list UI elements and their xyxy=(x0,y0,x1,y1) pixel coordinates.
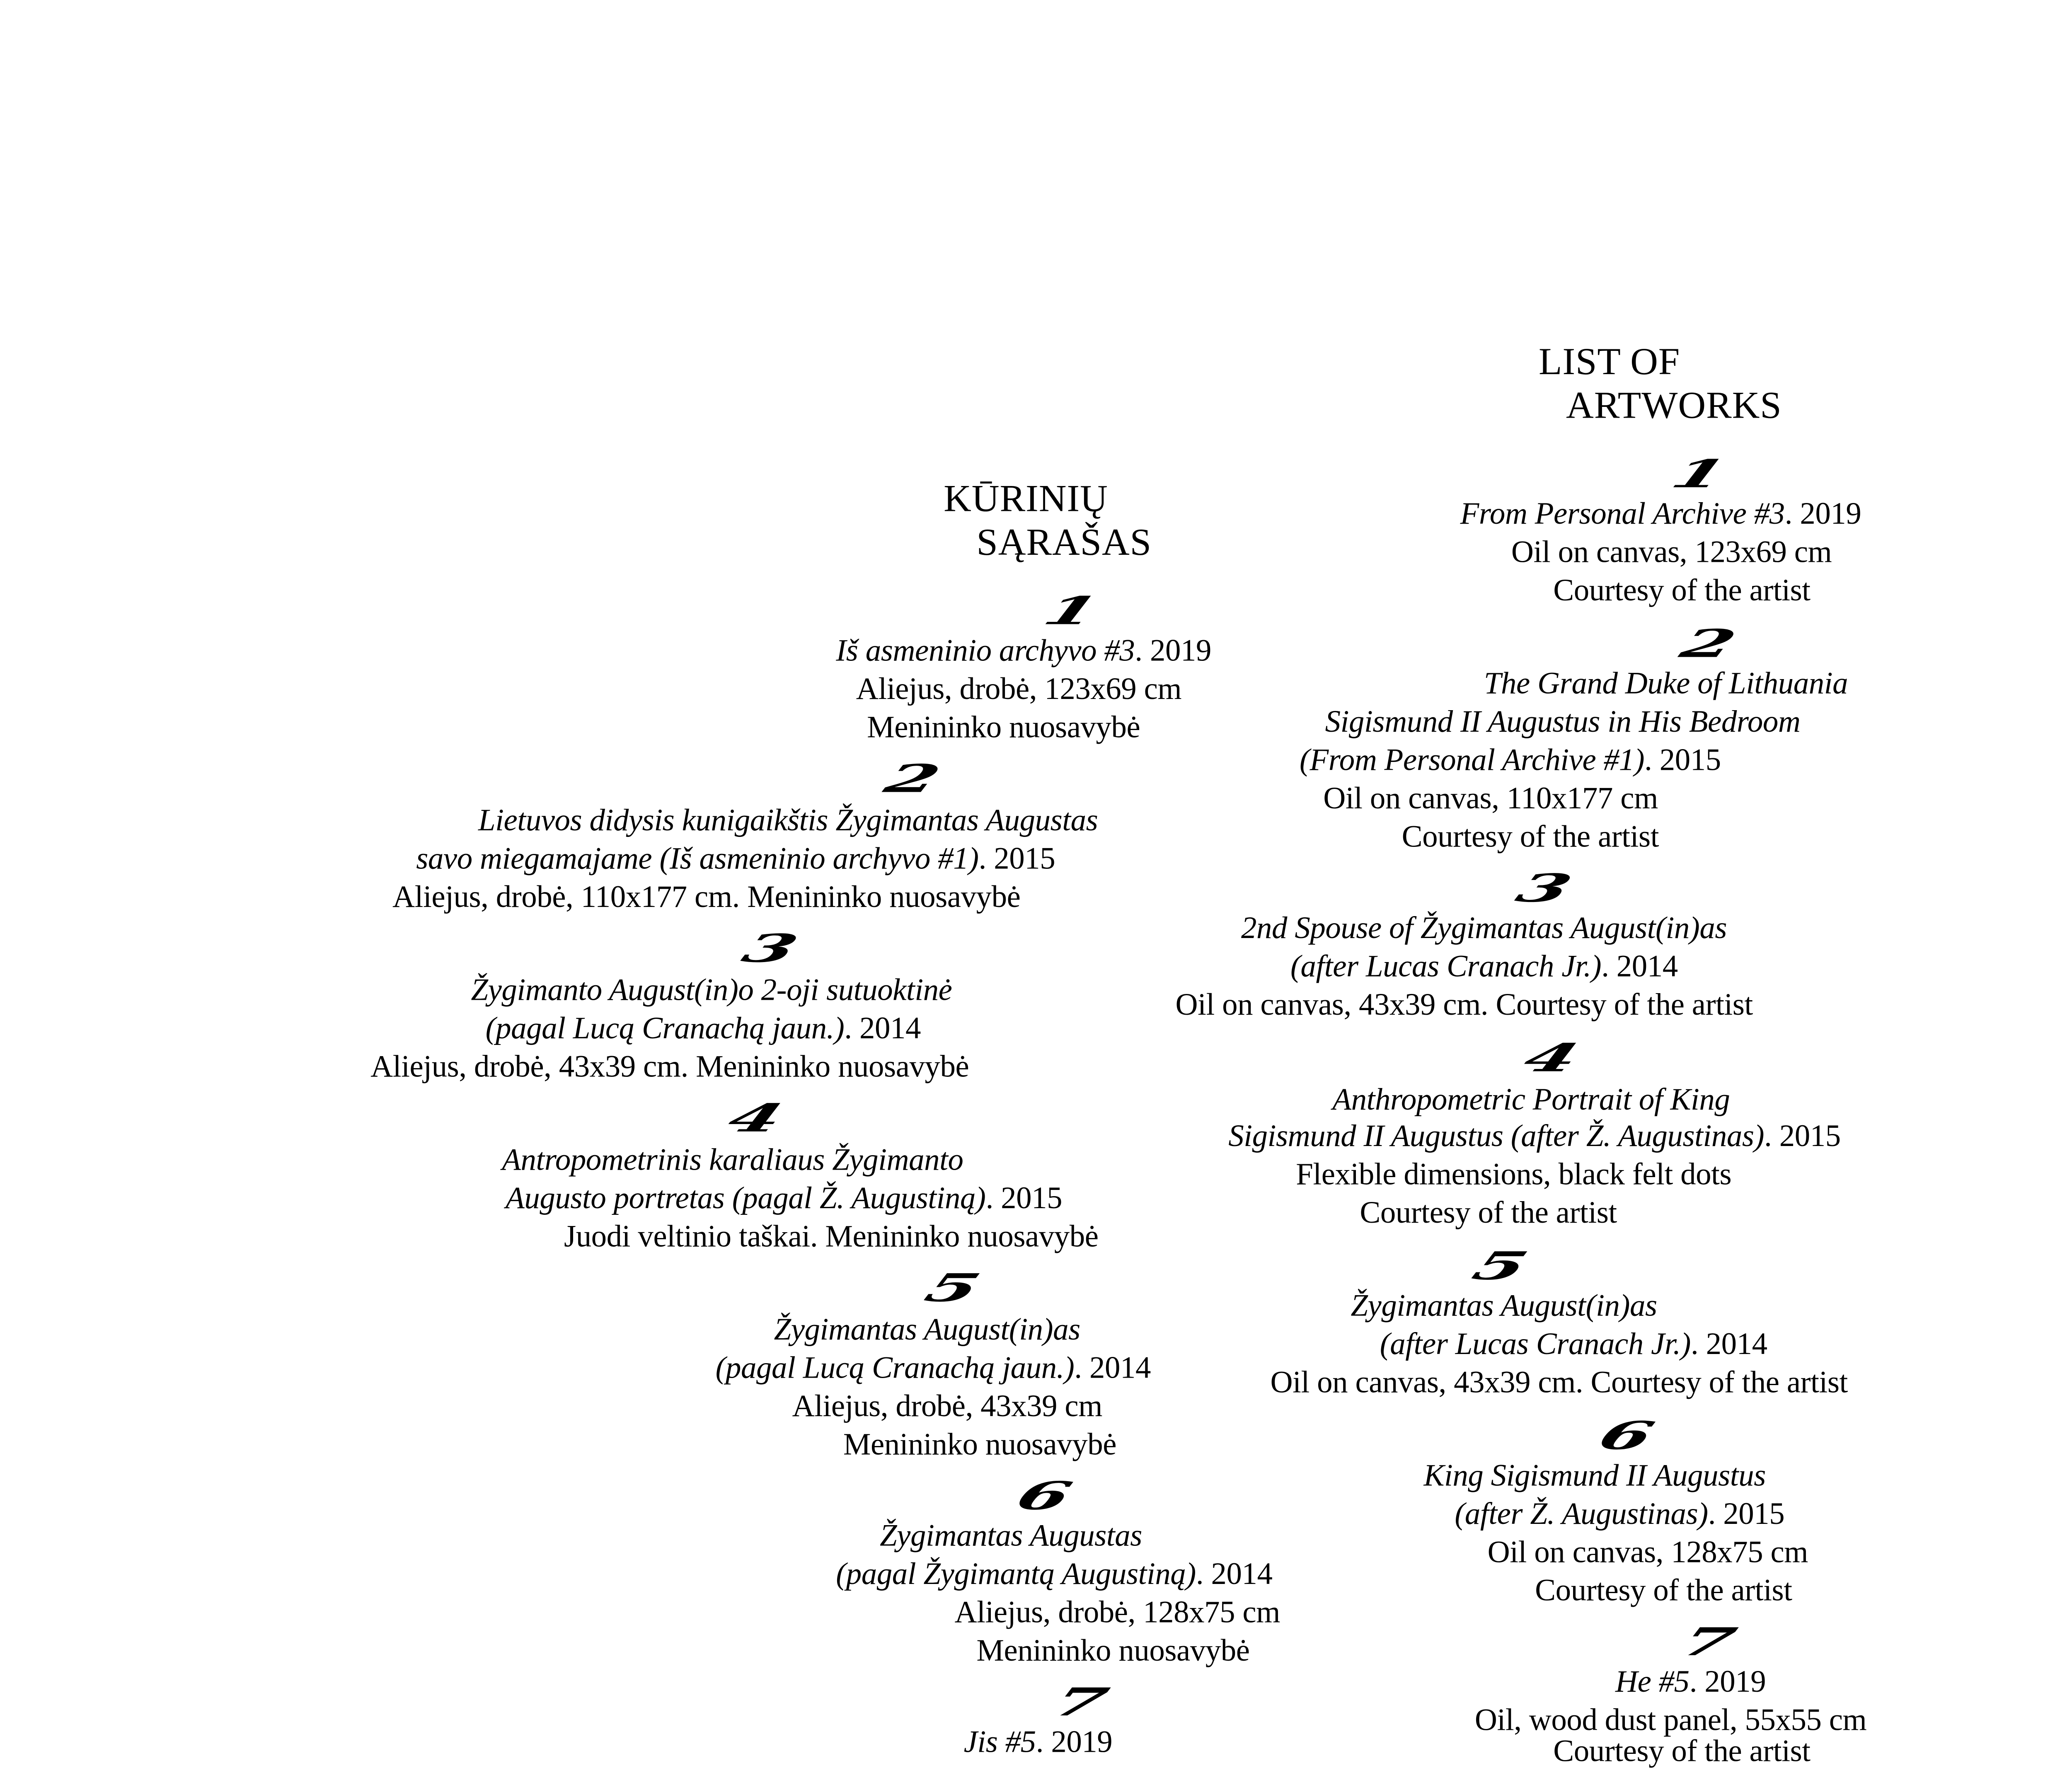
lt-item-5-medium: Aliejus, drobė, 43x39 cm xyxy=(792,1388,1103,1424)
lt-item-3-medium-credit: Aliejus, drobė, 43x39 cm. Menininko nuosavybė xyxy=(370,1049,969,1084)
lt-item-4-medium-credit: Juodi veltinio taškai. Menininko nuosavybė xyxy=(564,1219,1099,1254)
en-item-number-4: 4 xyxy=(1517,1035,1586,1081)
en-item-6-medium: Oil on canvas, 128x75 cm xyxy=(1487,1535,1808,1569)
en-item-5-title-1: Žygimantas August(in)as xyxy=(1351,1288,1657,1323)
en-item-number-3: 3 xyxy=(1510,865,1579,911)
en-item-4-title-line xyxy=(1228,1117,1841,1155)
lt-item-7-title-line xyxy=(964,1723,1113,1761)
lt-item-number-5: 5 xyxy=(918,1265,988,1311)
lt-item-3-year: . 2014 xyxy=(844,1011,921,1046)
lt-item-number-6: 6 xyxy=(1009,1473,1079,1519)
en-item-3-medium-credit: Oil on canvas, 43x39 cm. Courtesy of the artist xyxy=(1175,987,1753,1022)
en-item-7-medium: Oil, wood dust panel, 55x55 cm xyxy=(1474,1702,1867,1738)
lt-item-number-3: 3 xyxy=(736,925,805,971)
lt-item-1-medium: Aliejus, drobė, 123x69 cm xyxy=(856,671,1182,706)
en-item-6-title-1: King Sigismund II Augustus xyxy=(1423,1458,1766,1493)
lt-item-6-title-1: Žygimantas Augustas xyxy=(879,1518,1143,1553)
en-item-number-1: 1 xyxy=(1665,450,1734,497)
lt-item-5-title-2: (pagal Lucą Cranachą jaun.) xyxy=(715,1350,1075,1386)
lt-item-7-year: . 2019 xyxy=(1036,1724,1113,1759)
en-item-1-medium: Oil on canvas, 123x69 cm xyxy=(1511,534,1832,570)
en-item-2-title-line xyxy=(1300,741,1721,779)
lt-item-3-title-2: (pagal Lucą Cranachą jaun.) xyxy=(485,1011,845,1046)
lt-item-2-title-2: savo miegamajame (Iš asmeninio archyvo #1) xyxy=(416,841,979,876)
lt-item-4-title-line xyxy=(506,1179,1062,1217)
lt-item-6-title-2: (pagal Žygimantą Augustiną) xyxy=(836,1557,1196,1591)
en-item-2-year: . 2015 xyxy=(1644,742,1721,778)
lt-item-5-title-1: Žygimantas August(in)as xyxy=(774,1312,1080,1347)
en-item-5-medium-credit: Oil on canvas, 43x39 cm. Courtesy of the artist xyxy=(1270,1365,1848,1400)
en-item-5-title-2: (after Lucas Cranach Jr.) xyxy=(1380,1327,1691,1361)
en-item-6-credit: Courtesy of the artist xyxy=(1535,1573,1792,1608)
en-heading-line-1: LIST OF xyxy=(1538,339,1680,383)
en-item-7-title-line xyxy=(1615,1662,1766,1700)
en-item-3-title-2: (after Lucas Cranach Jr.) xyxy=(1290,949,1602,984)
en-item-number-7: 7 xyxy=(1674,1618,1743,1664)
en-item-2-credit: Courtesy of the artist xyxy=(1402,819,1659,854)
en-item-5-title-line xyxy=(1380,1325,1767,1363)
en-item-1-title-line xyxy=(1460,495,1861,533)
en-item-3-title-line xyxy=(1290,947,1678,985)
en-item-4-credit: Courtesy of the artist xyxy=(1360,1195,1617,1230)
lt-item-6-medium: Aliejus, drobė, 128x75 cm xyxy=(954,1595,1280,1630)
en-item-3-title-1: 2nd Spouse of Žygimantas August(in)as xyxy=(1241,910,1727,945)
en-item-2-title-3: (From Personal Archive #1) xyxy=(1300,742,1645,778)
en-heading-line-2: ARTWORKS xyxy=(1566,383,1782,427)
lt-item-5-credit: Menininko nuosavybė xyxy=(843,1427,1117,1462)
lt-item-number-2: 2 xyxy=(878,755,948,801)
lt-item-4-year: . 2015 xyxy=(985,1180,1063,1216)
lt-item-6-credit: Menininko nuosavybė xyxy=(976,1633,1250,1668)
en-item-4-title-2: Sigismund II Augustus (after Ž. Augustinas) xyxy=(1228,1118,1765,1153)
lt-item-5-year: . 2014 xyxy=(1074,1350,1151,1386)
lt-item-1-title: Iš asmeninio archyvo #3 xyxy=(836,633,1135,668)
en-item-2-title-2: Sigismund II Augustus in His Bedroom xyxy=(1325,704,1801,739)
lt-item-1-year: . 2019 xyxy=(1135,633,1212,668)
en-item-2-medium: Oil on canvas, 110x177 cm xyxy=(1323,781,1658,816)
en-item-7-credit: Courtesy of the artist xyxy=(1553,1734,1811,1768)
lt-heading-line-1: KŪRINIŲ xyxy=(944,476,1108,520)
lt-item-2-medium-credit: Aliejus, drobė, 110x177 cm. Menininko nuosavybė xyxy=(392,879,1021,914)
en-item-6-title-line xyxy=(1455,1494,1784,1533)
en-item-4-year: . 2015 xyxy=(1764,1118,1841,1153)
en-item-2-title-1: The Grand Duke of Lithuania xyxy=(1484,666,1848,701)
en-item-number-2: 2 xyxy=(1674,620,1743,666)
lt-item-3-title-1: Žygimanto August(in)o 2-oji sutuoktinė xyxy=(471,972,952,1008)
en-item-7-year: . 2019 xyxy=(1689,1664,1766,1699)
en-item-1-credit: Courtesy of the artist xyxy=(1553,573,1811,608)
en-item-4-title-1: Anthropometric Portrait of King xyxy=(1332,1082,1730,1117)
en-item-6-title-2: (after Ž. Augustinas) xyxy=(1455,1496,1708,1531)
en-item-5-year: . 2014 xyxy=(1691,1327,1767,1361)
lt-item-6-title-line xyxy=(836,1555,1272,1593)
lt-item-3-title-line xyxy=(486,1009,921,1047)
lt-heading-line-2: SĄRAŠAS xyxy=(976,520,1152,564)
en-item-1-year: . 2019 xyxy=(1784,496,1861,531)
lt-item-1-title-line xyxy=(836,631,1211,670)
lt-item-7-title: Jis #5 xyxy=(963,1724,1036,1759)
en-item-number-5: 5 xyxy=(1466,1243,1535,1289)
en-item-1-title: From Personal Archive #3 xyxy=(1460,496,1785,531)
lt-item-6-year: . 2014 xyxy=(1196,1557,1273,1591)
en-item-7-title: He #5 xyxy=(1615,1664,1690,1699)
lt-item-5-title-line xyxy=(716,1349,1151,1387)
en-item-3-year: . 2014 xyxy=(1601,949,1678,984)
lt-item-2-year: . 2015 xyxy=(978,841,1055,876)
lt-item-number-7: 7 xyxy=(1046,1679,1116,1725)
en-item-number-6: 6 xyxy=(1592,1412,1661,1458)
lt-item-4-title-2: Augusto portretas (pagal Ž. Augustiną) xyxy=(506,1180,986,1216)
lt-item-1-credit: Menininko nuosavybė xyxy=(867,710,1140,745)
en-item-4-medium: Flexible dimensions, black felt dots xyxy=(1296,1157,1732,1192)
lt-item-2-title-1: Lietuvos didysis kunigaikštis Žygimantas Augustas xyxy=(478,803,1098,838)
lt-item-number-1: 1 xyxy=(1037,588,1106,634)
lt-item-4-title-1: Antropometrinis karaliaus Žygimanto xyxy=(502,1142,963,1177)
en-item-6-year: . 2015 xyxy=(1708,1496,1785,1531)
lt-item-2-title-line xyxy=(416,839,1055,878)
lt-item-number-4: 4 xyxy=(721,1095,791,1141)
